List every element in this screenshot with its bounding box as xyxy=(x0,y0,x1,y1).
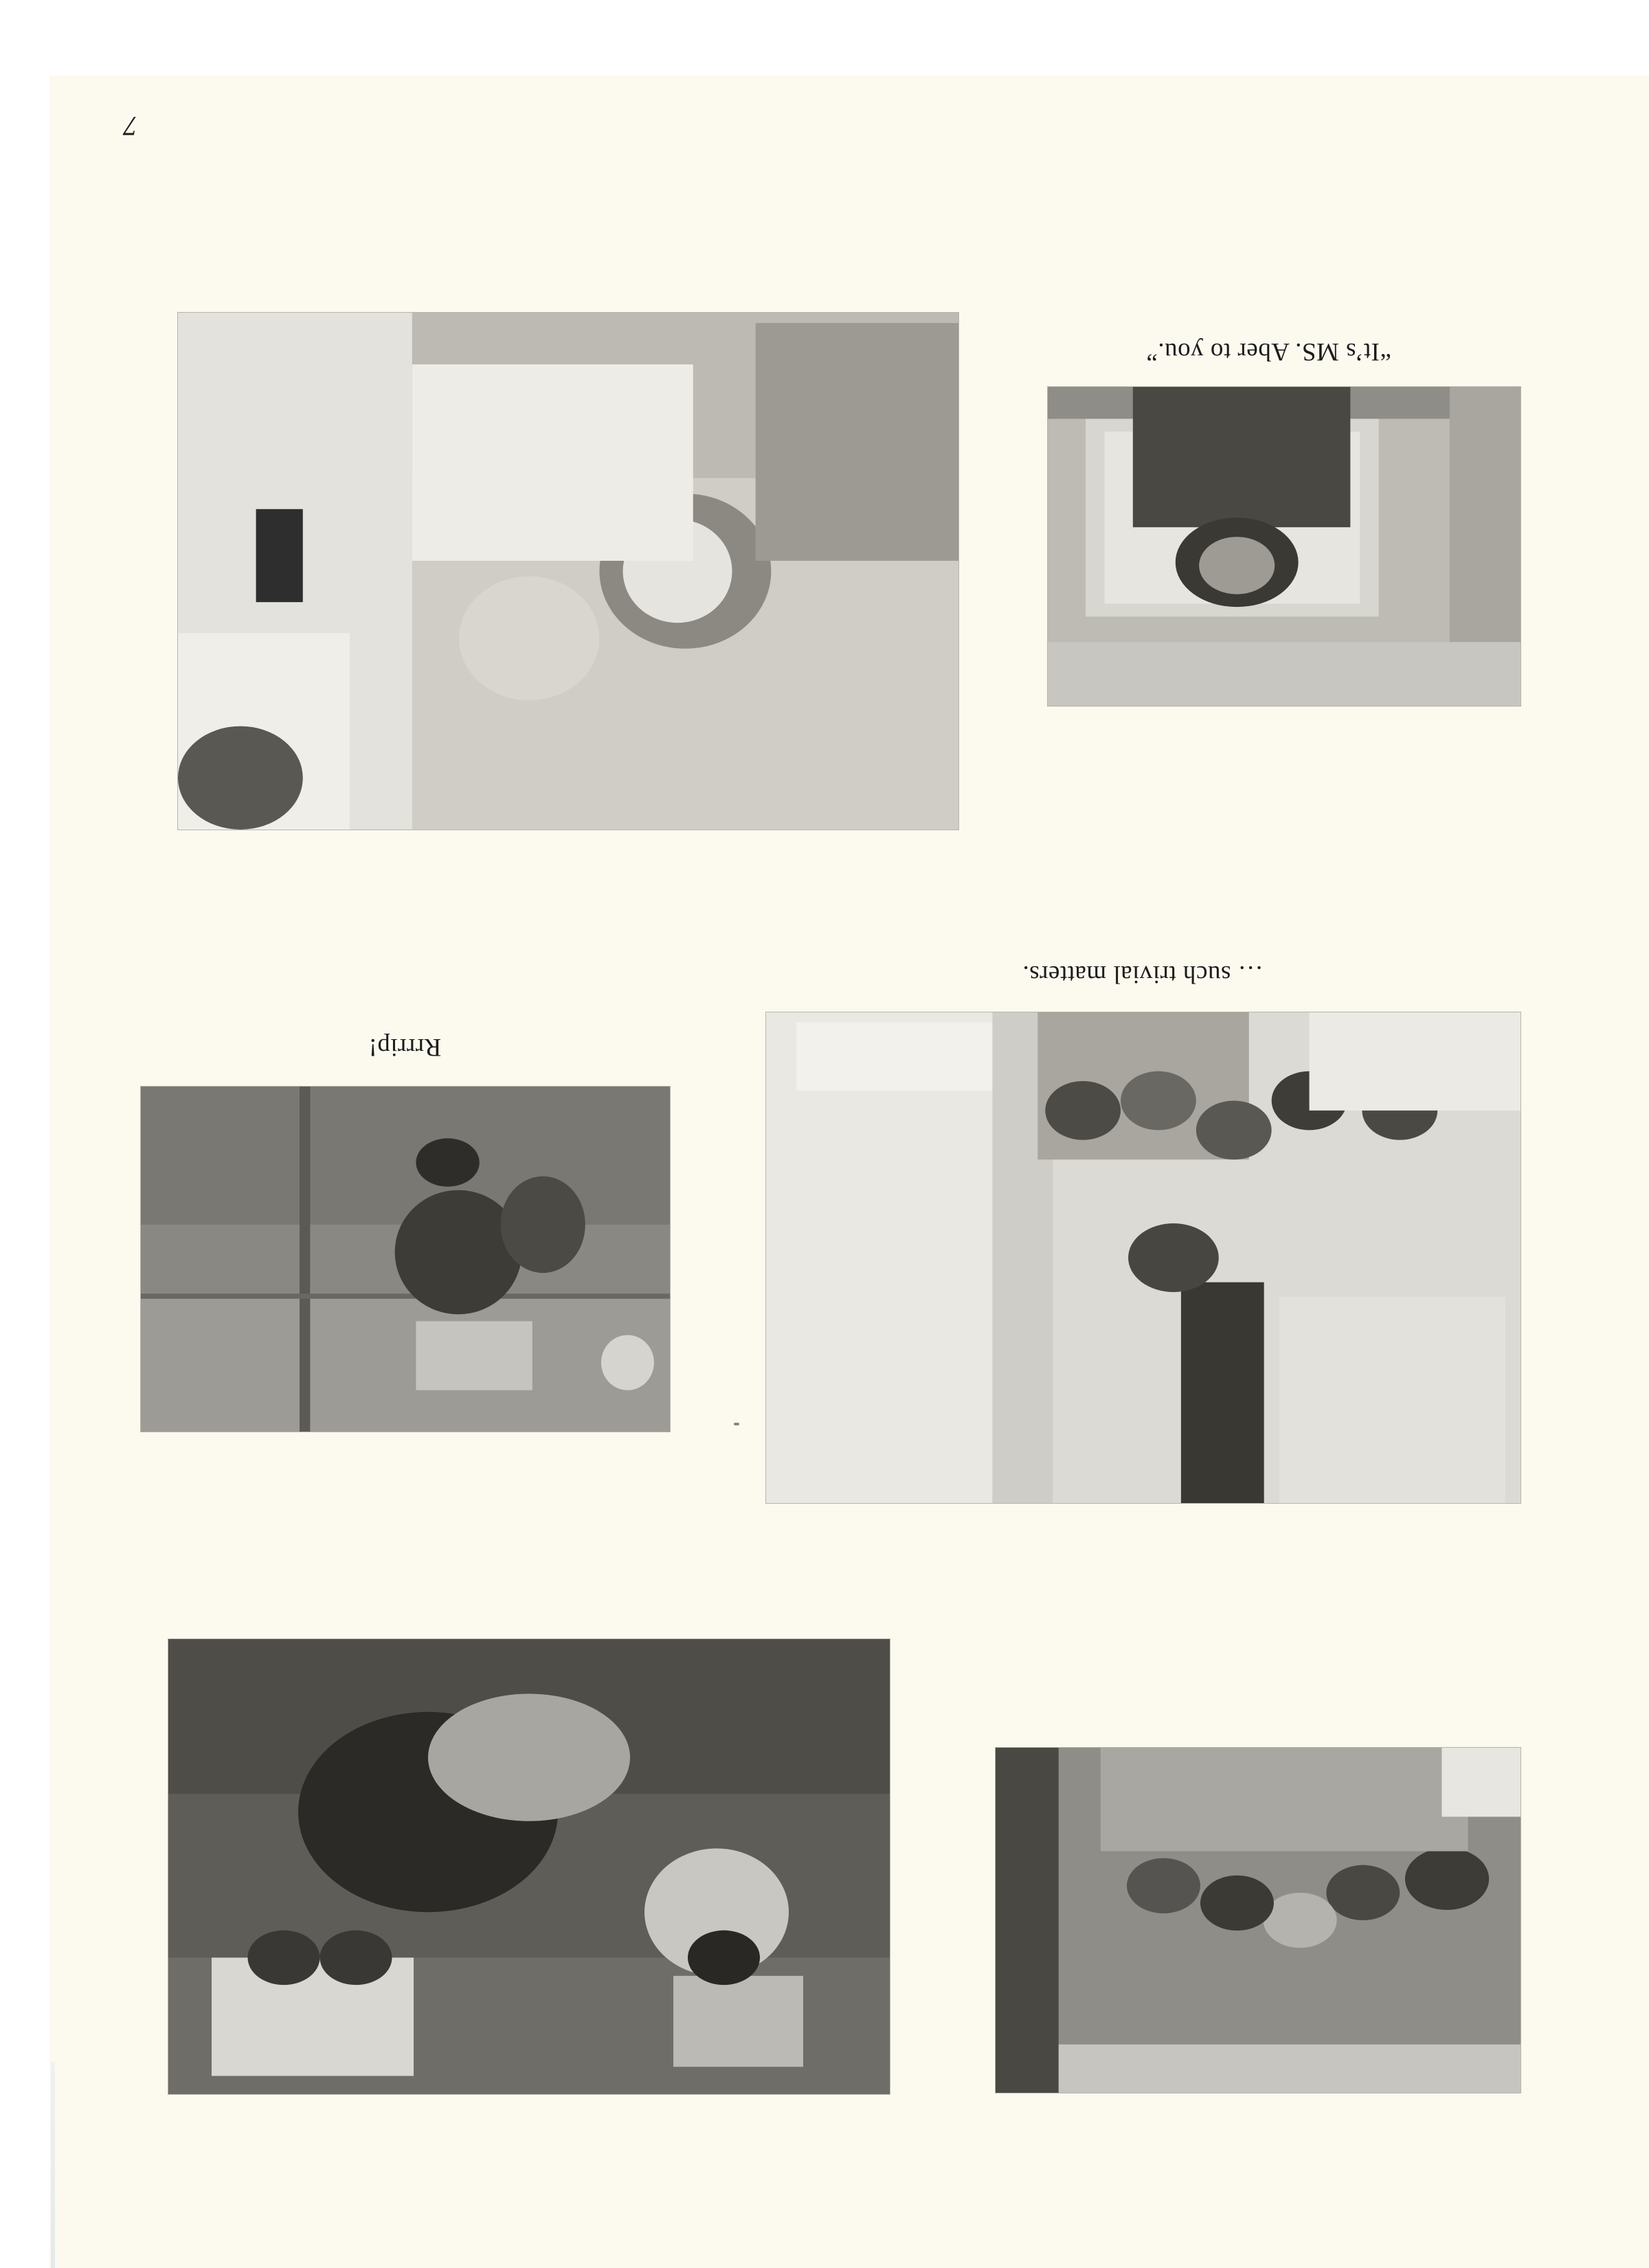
caption-ms-aber: “It’s MS. Aber to you.” xyxy=(1146,337,1391,366)
page-number: 7 xyxy=(124,111,137,142)
photo-hallway-group xyxy=(765,1012,1521,1504)
scan-edge-strip xyxy=(51,2062,55,2268)
photo-outdoor-pileup-image xyxy=(168,1639,890,2094)
photo-ms-aber-portrait-image xyxy=(1048,387,1521,706)
caption-trivial-matters: … such trivial matters. xyxy=(1022,960,1264,988)
photo-ms-aber-portrait xyxy=(1047,386,1521,707)
photo-chalkboard-duo xyxy=(177,312,959,830)
caption-rrrrip: Rrrrip! xyxy=(368,1033,442,1061)
stray-ink-mark xyxy=(734,1423,739,1425)
photo-field-tumble xyxy=(140,1086,671,1432)
photo-crowded-group-image xyxy=(996,1748,1521,2093)
photo-hallway-group-image xyxy=(766,1012,1521,1503)
photo-outdoor-pileup xyxy=(168,1638,890,2095)
photo-chalkboard-duo-image xyxy=(178,313,958,830)
photo-crowded-group xyxy=(995,1747,1521,2093)
photo-field-tumble-image xyxy=(141,1087,670,1432)
